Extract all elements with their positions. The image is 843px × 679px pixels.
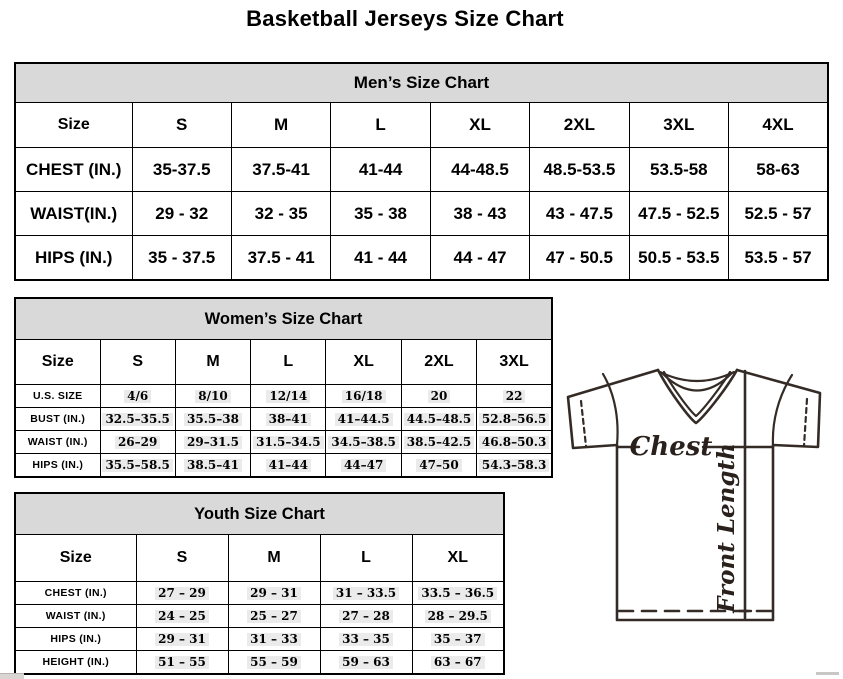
mens-col-header: XL — [430, 103, 529, 148]
value-cell: 50.5 - 53.5 — [629, 236, 728, 281]
table-row — [15, 385, 552, 408]
value-cell: 31 – 33 — [228, 628, 320, 651]
value-cell: 35 - 38 — [331, 192, 430, 236]
value-cell: 38–41 — [251, 408, 326, 431]
value-cell: 31.5–34.5 — [251, 431, 326, 454]
value-cell: 59 – 63 — [320, 651, 412, 675]
row-label-hips: HIPS (IN.) — [15, 628, 136, 651]
value-cell: 27 – 28 — [320, 605, 412, 628]
value-cell: 46.8–50.3 — [477, 431, 552, 454]
youth-col-header: M — [228, 535, 320, 582]
table-row — [15, 582, 504, 605]
value-cell: 41–44.5 — [326, 408, 401, 431]
horizontal-scrollbar-thumb-right[interactable] — [816, 672, 839, 675]
value-cell: 32 - 35 — [231, 192, 330, 236]
jersey-sleeve-stitch — [804, 399, 807, 446]
value-cell: 41 - 44 — [331, 236, 430, 281]
value-cell: 52.8–56.5 — [477, 408, 552, 431]
youth-size-chart-table — [14, 492, 505, 675]
womens-col-header: XL — [326, 340, 401, 385]
value-cell: 28 – 29.5 — [412, 605, 504, 628]
row-label-waist: WAIST(IN.) — [15, 192, 132, 236]
mens-size-label: Size — [15, 103, 132, 148]
mens-chart-header: Men’s Size Chart — [15, 63, 828, 103]
value-cell: 26–29 — [100, 431, 175, 454]
value-cell: 35 - 37.5 — [132, 236, 231, 281]
value-cell: 38.5–42.5 — [401, 431, 476, 454]
front-length-label: Front Length — [713, 443, 740, 613]
value-cell: 37.5 - 41 — [231, 236, 330, 281]
table-row — [15, 236, 828, 281]
womens-col-header: L — [251, 340, 326, 385]
value-cell: 35.5–58.5 — [100, 454, 175, 478]
mens-size-chart-table — [14, 62, 829, 281]
chest-label: Chest — [629, 432, 713, 462]
row-label-chest: CHEST (IN.) — [15, 582, 136, 605]
table-row — [15, 605, 504, 628]
value-cell: 4/6 — [100, 385, 175, 408]
womens-chart-header: Women’s Size Chart — [15, 298, 552, 340]
table-row — [15, 454, 552, 478]
value-cell: 8/10 — [175, 385, 250, 408]
horizontal-scrollbar-thumb-left[interactable] — [0, 673, 24, 679]
table-row — [15, 408, 552, 431]
value-cell: 43 - 47.5 — [530, 192, 629, 236]
row-label-waist: WAIST (IN.) — [15, 605, 136, 628]
row-label-height: HEIGHT (IN.) — [15, 651, 136, 675]
mens-col-header: L — [331, 103, 430, 148]
table-row — [15, 192, 828, 236]
value-cell: 54.3–58.3 — [477, 454, 552, 478]
table-row — [15, 651, 504, 675]
value-cell: 58-63 — [729, 148, 828, 192]
value-cell: 41–44 — [251, 454, 326, 478]
womens-col-header: 2XL — [401, 340, 476, 385]
value-cell: 48.5-53.5 — [530, 148, 629, 192]
mens-col-header: M — [231, 103, 330, 148]
womens-size-label: Size — [15, 340, 100, 385]
mens-col-header: 3XL — [629, 103, 728, 148]
value-cell: 29–31.5 — [175, 431, 250, 454]
youth-chart-header: Youth Size Chart — [15, 493, 504, 535]
row-label-hips: HIPS (IN.) — [15, 454, 100, 478]
value-cell: 47 - 50.5 — [530, 236, 629, 281]
value-cell: 29 – 31 — [228, 582, 320, 605]
value-cell: 35 – 37 — [412, 628, 504, 651]
table-row — [15, 148, 828, 192]
value-cell: 35.5–38 — [175, 408, 250, 431]
jersey-measurement-diagram — [556, 360, 838, 636]
value-cell: 47.5 - 52.5 — [629, 192, 728, 236]
value-cell: 22 — [477, 385, 552, 408]
value-cell: 63 – 67 — [412, 651, 504, 675]
value-cell: 44-48.5 — [430, 148, 529, 192]
value-cell: 52.5 - 57 — [729, 192, 828, 236]
value-cell: 44.5–48.5 — [401, 408, 476, 431]
value-cell: 53.5-58 — [629, 148, 728, 192]
youth-col-header: L — [320, 535, 412, 582]
womens-size-chart-table — [14, 297, 553, 478]
youth-col-header: S — [136, 535, 228, 582]
value-cell: 33.5 – 36.5 — [412, 582, 504, 605]
value-cell: 47–50 — [401, 454, 476, 478]
table-row — [15, 431, 552, 454]
value-cell: 24 – 25 — [136, 605, 228, 628]
value-cell: 33 – 35 — [320, 628, 412, 651]
value-cell: 32.5–35.5 — [100, 408, 175, 431]
row-label-us-size: U.S. SIZE — [15, 385, 100, 408]
womens-col-header: 3XL — [477, 340, 552, 385]
womens-col-header: M — [175, 340, 250, 385]
jersey-outline — [568, 370, 820, 620]
value-cell: 20 — [401, 385, 476, 408]
value-cell: 55 – 59 — [228, 651, 320, 675]
value-cell: 38.5–41 — [175, 454, 250, 478]
mens-col-header: 4XL — [729, 103, 828, 148]
table-row — [15, 628, 504, 651]
value-cell: 34.5–38.5 — [326, 431, 401, 454]
value-cell: 41-44 — [331, 148, 430, 192]
youth-size-label: Size — [15, 535, 136, 582]
value-cell: 25 – 27 — [228, 605, 320, 628]
value-cell: 16/18 — [326, 385, 401, 408]
value-cell: 44 - 47 — [430, 236, 529, 281]
value-cell: 35-37.5 — [132, 148, 231, 192]
row-label-chest: CHEST (IN.) — [15, 148, 132, 192]
value-cell: 31 – 33.5 — [320, 582, 412, 605]
value-cell: 51 – 55 — [136, 651, 228, 675]
value-cell: 38 - 43 — [430, 192, 529, 236]
youth-col-header: XL — [412, 535, 504, 582]
value-cell: 29 - 32 — [132, 192, 231, 236]
value-cell: 44–47 — [326, 454, 401, 478]
row-label-waist: WAIST (IN.) — [15, 431, 100, 454]
value-cell: 53.5 - 57 — [729, 236, 828, 281]
value-cell: 29 – 31 — [136, 628, 228, 651]
page-title: Basketball Jerseys Size Chart — [246, 6, 564, 31]
mens-col-header: S — [132, 103, 231, 148]
mens-col-header: 2XL — [530, 103, 629, 148]
jersey-sleeve-stitch — [581, 401, 586, 446]
row-label-hips: HIPS (IN.) — [15, 236, 132, 281]
value-cell: 37.5-41 — [231, 148, 330, 192]
row-label-bust: BUST (IN.) — [15, 408, 100, 431]
value-cell: 27 – 29 — [136, 582, 228, 605]
value-cell: 12/14 — [251, 385, 326, 408]
womens-col-header: S — [100, 340, 175, 385]
